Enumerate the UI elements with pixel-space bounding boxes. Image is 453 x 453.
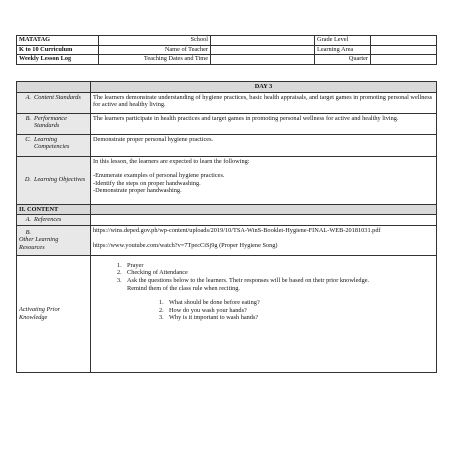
row-label-performance-standards: B. Performance Standards <box>17 113 91 134</box>
header-quarter-value[interactable] <box>371 55 437 65</box>
content-section-heading: II. CONTENT <box>17 204 91 215</box>
lesson-table <box>16 81 437 373</box>
row-label-learning-objectives: D. Learning Objectives <box>17 156 91 204</box>
header-teacher-value[interactable] <box>211 45 315 55</box>
header-curriculum: K to 10 Curriculum <box>17 45 99 55</box>
header-area-value[interactable] <box>371 45 437 55</box>
question-item: 3. Why is it important to wash hands? <box>159 314 259 322</box>
resource-link-video[interactable]: https://www.youtube.com/watch?v=7TpecCiSj9g (Proper Hygiene Song) <box>93 242 278 250</box>
row-label-other-resources: B.Other Learning Resources <box>17 225 91 255</box>
header-quarter-label: Quarter <box>315 55 371 65</box>
row-label-activating-prior-knowledge: Activating Prior Knowledge <box>17 255 91 372</box>
learning-competencies-text: Demonstrate proper personal hygiene practices. <box>91 134 437 156</box>
corner-cell <box>17 82 91 93</box>
objective-item: -Identify the steps on proper handwashing. <box>93 179 201 187</box>
header-dates-value[interactable] <box>211 55 315 65</box>
header-lesson-log: Weekly Lesson Log <box>17 55 99 65</box>
row-label-learning-competencies: C. Learning Competencies <box>17 134 91 156</box>
activity-step: 1. Prayer <box>117 261 144 269</box>
resource-link-booklet[interactable]: https://wins.deped.gov.ph/wp-content/uploads/2019/10/TSA-WinS-Booklet-Hygiene-FINAL-WEB-20181031.pdf <box>93 226 381 234</box>
header-school-value[interactable] <box>211 36 315 46</box>
learning-objectives-cell <box>91 156 437 204</box>
header-area-label: Learning Area <box>315 45 371 55</box>
activity-step: 2. Checking of Attendance <box>117 269 188 277</box>
header-matatag: MATATAG <box>17 36 99 46</box>
question-item: 1. What should be done before eating? <box>159 299 260 307</box>
day-heading: DAY 3 <box>91 82 437 93</box>
header-table <box>16 35 437 65</box>
performance-standards-text: The learners participate in health practices and target games in promoting personal wellness for active and healthy living. <box>91 113 437 134</box>
references-cell <box>91 215 437 226</box>
question-item: 2. How do you wash your hands? <box>159 306 247 314</box>
question-list <box>159 299 434 322</box>
header-grade-label: Grade Level <box>315 36 371 46</box>
row-label-references: A. References <box>17 215 91 226</box>
objective-item: -Enumerate examples of personal hygiene practices. <box>93 172 225 180</box>
content-standards-text: The learners demonstrate understanding of hygiene practices, basic health appraisals, and target games in promoting personal wellness for active and healthy living. <box>91 92 437 113</box>
activity-steps <box>117 262 387 292</box>
activating-prior-knowledge-cell <box>91 255 437 372</box>
header-grade-value[interactable] <box>371 36 437 46</box>
header-dates-label: Teaching Dates and Time <box>99 55 211 65</box>
other-resources-cell <box>91 225 437 255</box>
objective-item: -Demonstrate proper handwashing. <box>93 187 182 195</box>
activity-step: 3. Ask the questions below to the learners. Their responses will be based on their prior knowledge. Remind them of the class rule when reciting. <box>117 276 370 292</box>
content-section-spacer <box>91 204 437 215</box>
row-label-content-standards: A. Content Standards <box>17 92 91 113</box>
header-teacher-label: Name of Teacher <box>99 45 211 55</box>
header-school-label: School <box>99 36 211 46</box>
objectives-intro: In this lesson, the learners are expected to learn the following: <box>93 157 250 165</box>
